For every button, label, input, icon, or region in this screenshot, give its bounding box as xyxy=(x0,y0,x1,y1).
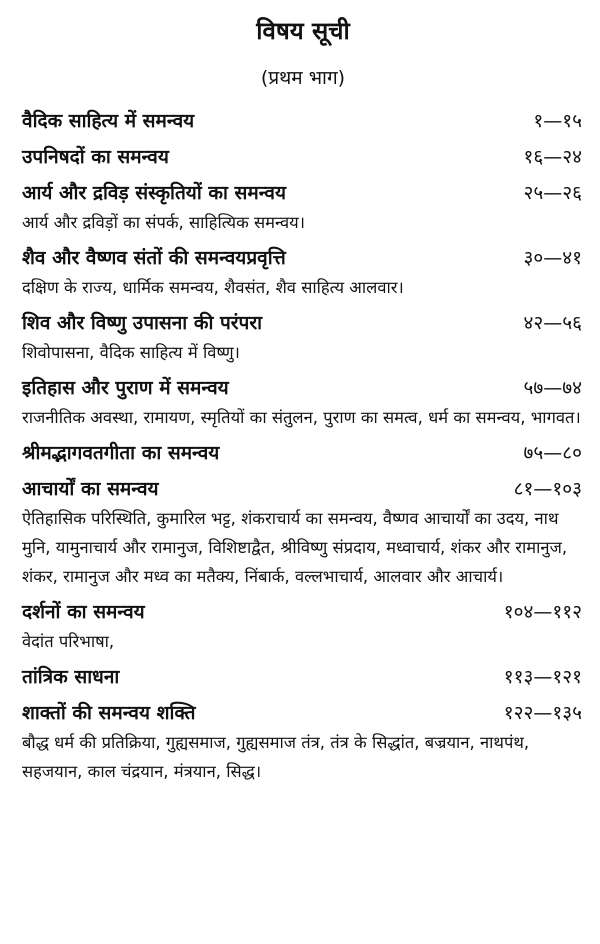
toc-entry xyxy=(22,308,584,373)
toc-pages: १०४—११२ xyxy=(503,601,582,623)
table-of-contents xyxy=(22,106,584,792)
page-title: विषय सूची xyxy=(256,17,350,45)
toc-pages: २५—२६ xyxy=(523,182,582,204)
toc-description: आर्य और द्रविड़ों का संपर्क, साहित्यिक समन्वय। xyxy=(22,213,305,232)
toc-pages: ४२—५६ xyxy=(523,312,582,334)
toc-heading: शैव और वैष्णव संतों की समन्वयप्रवृत्ति xyxy=(22,247,286,269)
toc-entry xyxy=(22,597,584,662)
toc-heading: वैदिक साहित्य में समन्वय xyxy=(22,110,195,132)
toc-entry xyxy=(22,178,584,243)
toc-heading: दर्शनों का समन्वय xyxy=(22,601,145,623)
toc-heading: आचार्यों का समन्वय xyxy=(22,478,159,500)
toc-pages: ५७—७४ xyxy=(523,377,582,399)
toc-description: राजनीतिक अवस्था, रामायण, स्मृतियों का संतुलन, पुराण का समत्व, धर्म का समन्वय, भागवत। xyxy=(22,408,581,427)
toc-pages: ७५—८० xyxy=(523,442,582,464)
toc-entry xyxy=(22,106,584,136)
toc-description: दक्षिण के राज्य, धार्मिक समन्वय, शैवसंत, शैव साहित्य आलवार। xyxy=(22,278,404,297)
toc-heading: शाक्तों की समन्वय शक्ति xyxy=(22,702,196,724)
toc-pages: १२२—१३५ xyxy=(503,702,582,724)
toc-heading: श्रीमद्भागवतगीता का समन्वय xyxy=(22,442,220,464)
toc-entry xyxy=(22,698,584,792)
toc-description: शिवोपासना, वैदिक साहित्य में विष्णु। xyxy=(22,343,240,362)
toc-pages: ११३—१२१ xyxy=(503,666,582,688)
toc-entry xyxy=(22,373,584,438)
toc-pages: ३०—४१ xyxy=(523,247,582,269)
toc-entry xyxy=(22,243,584,308)
toc-description: बौद्ध धर्म की प्रतिक्रिया, गुह्यसमाज, गुह्यसमाज तंत्र, तंत्र के सिद्धांत, बज्रयान, नाथपंथ, सहजयान, काल चंद्रयान, मंत्रयान, सिद्ध। xyxy=(22,733,530,781)
toc-entry xyxy=(22,662,584,692)
toc-heading: इतिहास और पुराण में समन्वय xyxy=(22,377,229,399)
toc-entry xyxy=(22,474,584,597)
toc-heading: उपनिषदों का समन्वय xyxy=(22,146,169,168)
toc-heading: तांत्रिक साधना xyxy=(22,666,120,688)
toc-entry xyxy=(22,438,584,468)
toc-heading: आर्य और द्रविड़ संस्कृतियों का समन्वय xyxy=(22,182,286,204)
toc-pages: १—१५ xyxy=(533,110,582,132)
toc-heading: शिव और विष्णु उपासना की परंपरा xyxy=(22,312,263,334)
toc-pages: ८१—१०३ xyxy=(513,478,582,500)
toc-pages: १६—२४ xyxy=(523,146,582,168)
toc-entry xyxy=(22,142,584,172)
toc-description: वेदांत परिभाषा, xyxy=(22,632,115,651)
toc-description: ऐतिहासिक परिस्थिति, कुमारिल भट्ट, शंकराचार्य का समन्वय, वैष्णव आचार्यों का उदय, नाथ मुनि, यामुनाचार्य और रामानुज, विशिष्टाद्वैत, श्रीविष्णु संप्रदाय, मध्वाचार्य, शंकर और रामानुज, शंकर, रामानुज और मध्व का मतैक्य, निंबार्क, वल्लभाचार्य, आलवार और आचार्य। xyxy=(22,509,568,586)
page-subtitle: (प्रथम भाग) xyxy=(260,67,346,89)
